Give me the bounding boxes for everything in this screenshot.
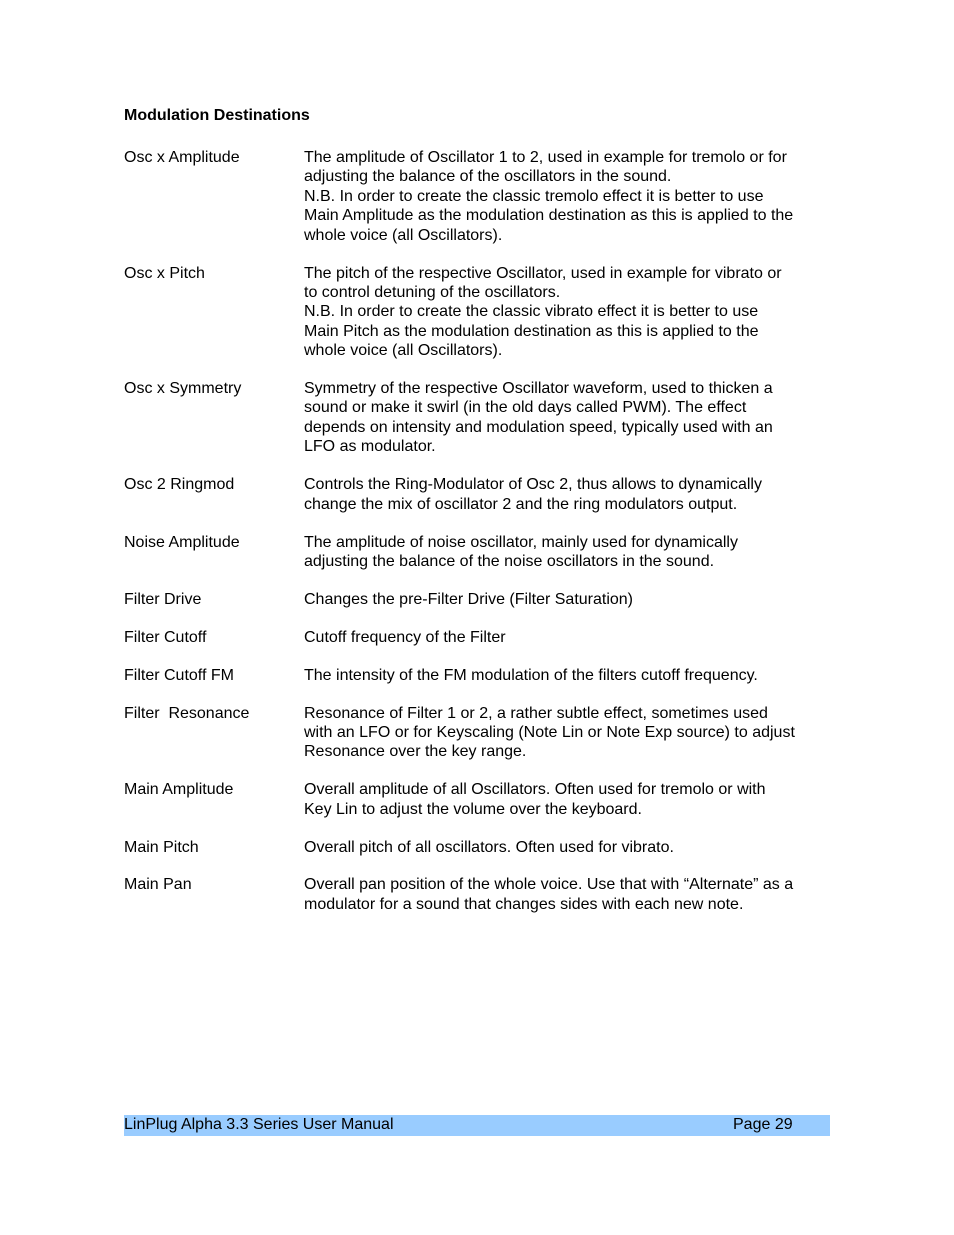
description-line: Overall pitch of all oscillators. Often used for vibrato.: [304, 838, 674, 856]
definition-description: [304, 780, 834, 819]
definition-entry: [124, 590, 834, 609]
definition-description: [304, 666, 834, 685]
description-line: adjusting the balance of the noise oscillators in the sound.: [304, 552, 715, 570]
definition-entry: [124, 264, 834, 361]
description-line: The pitch of the respective Oscillator, used in example for vibrato or: [304, 264, 782, 282]
description-line: Main Pitch as the modulation destination as this is applied to the: [304, 322, 759, 340]
description-line: adjusting the balance of the oscillators in the sound.: [304, 168, 672, 186]
definition-term: Filter Cutoff FM: [124, 666, 234, 684]
manual-title: LinPlug Alpha 3.3 Series User Manual: [124, 1116, 394, 1133]
description-line: Main Amplitude as the modulation destination as this is applied to the: [304, 207, 794, 225]
definition-term: Main Amplitude: [124, 781, 234, 799]
page-number: Page 29: [733, 1116, 793, 1133]
definition-term: Osc x Symmetry: [124, 380, 242, 398]
definition-term: Main Pan: [124, 876, 192, 894]
definition-term: Main Pitch: [124, 838, 199, 856]
definition-description: [304, 875, 834, 914]
definition-entry: [124, 148, 834, 245]
definition-term: Filter Drive: [124, 590, 202, 608]
definition-term: Filter Cutoff: [124, 628, 207, 646]
definition-description: [304, 628, 834, 647]
page-footer: [124, 1115, 830, 1136]
description-line: with an LFO or for Keyscaling (Note Lin or Note Exp source) to adjust: [304, 723, 795, 741]
description-line: The intensity of the FM modulation of the filters cutoff frequency.: [304, 666, 758, 684]
description-line: LFO as modulator.: [304, 438, 436, 456]
description-line: Key Lin to adjust the volume over the keyboard.: [304, 800, 642, 818]
definition-entry: [124, 379, 834, 457]
description-line: Cutoff frequency of the Filter: [304, 628, 506, 646]
page-title: Modulation Destinations: [124, 107, 310, 124]
definition-entry: [124, 780, 834, 819]
definition-entry: [124, 666, 834, 685]
definition-description: [304, 475, 834, 514]
definition-description: [304, 264, 834, 361]
description-line: to control detuning of the oscillators.: [304, 283, 561, 301]
definition-description: [304, 704, 834, 762]
description-line: whole voice (all Oscillators).: [304, 342, 503, 360]
description-line: depends on intensity and modulation speed, typically used with an: [304, 418, 773, 436]
description-line: The amplitude of Oscillator 1 to 2, used in example for tremolo or for: [304, 149, 787, 166]
definition-entry: [124, 628, 834, 647]
definition-entry: [124, 838, 834, 857]
description-line: The amplitude of noise oscillator, mainly used for dynamically: [304, 533, 738, 551]
definition-description: [304, 590, 834, 609]
definition-term: Noise Amplitude: [124, 533, 240, 551]
description-line: Overall amplitude of all Oscillators. Often used for tremolo or with: [304, 781, 766, 799]
description-line: N.B. In order to create the classic vibrato effect it is better to use: [304, 303, 759, 321]
description-line: sound or make it swirl (in the old days called PWM). The effect: [304, 399, 747, 417]
description-line: Controls the Ring-Modulator of Osc 2, thus allows to dynamically: [304, 476, 762, 494]
description-line: Symmetry of the respective Oscillator waveform, used to thicken a: [304, 380, 773, 398]
description-line: N.B. In order to create the classic tremolo effect it is better to use: [304, 187, 764, 205]
definition-description: [304, 379, 834, 457]
description-line: Changes the pre-Filter Drive (Filter Saturation): [304, 590, 634, 608]
definition-term: Osc x Pitch: [124, 264, 205, 282]
description-line: Resonance over the key range.: [304, 743, 527, 761]
definition-description: [304, 533, 834, 572]
description-line: change the mix of oscillator 2 and the ring modulators output.: [304, 495, 738, 513]
description-line: Overall pan position of the whole voice. Use that with “Alternate” as a: [304, 876, 794, 894]
definition-term: Filter Resonance: [124, 704, 250, 722]
definition-list: [124, 148, 834, 914]
definition-entry: [124, 704, 834, 762]
definition-entry: [124, 875, 834, 914]
description-line: modulator for a sound that changes sides with each new note.: [304, 895, 744, 913]
description-line: whole voice (all Oscillators).: [304, 226, 503, 244]
definition-term: Osc x Amplitude: [124, 149, 240, 166]
definition-entry: [124, 533, 834, 572]
description-line: Resonance of Filter 1 or 2, a rather subtle effect, sometimes used: [304, 704, 768, 722]
definition-description: [304, 838, 834, 857]
definition-description: [304, 148, 834, 245]
definition-term: Osc 2 Ringmod: [124, 476, 235, 494]
definition-entry: [124, 475, 834, 514]
